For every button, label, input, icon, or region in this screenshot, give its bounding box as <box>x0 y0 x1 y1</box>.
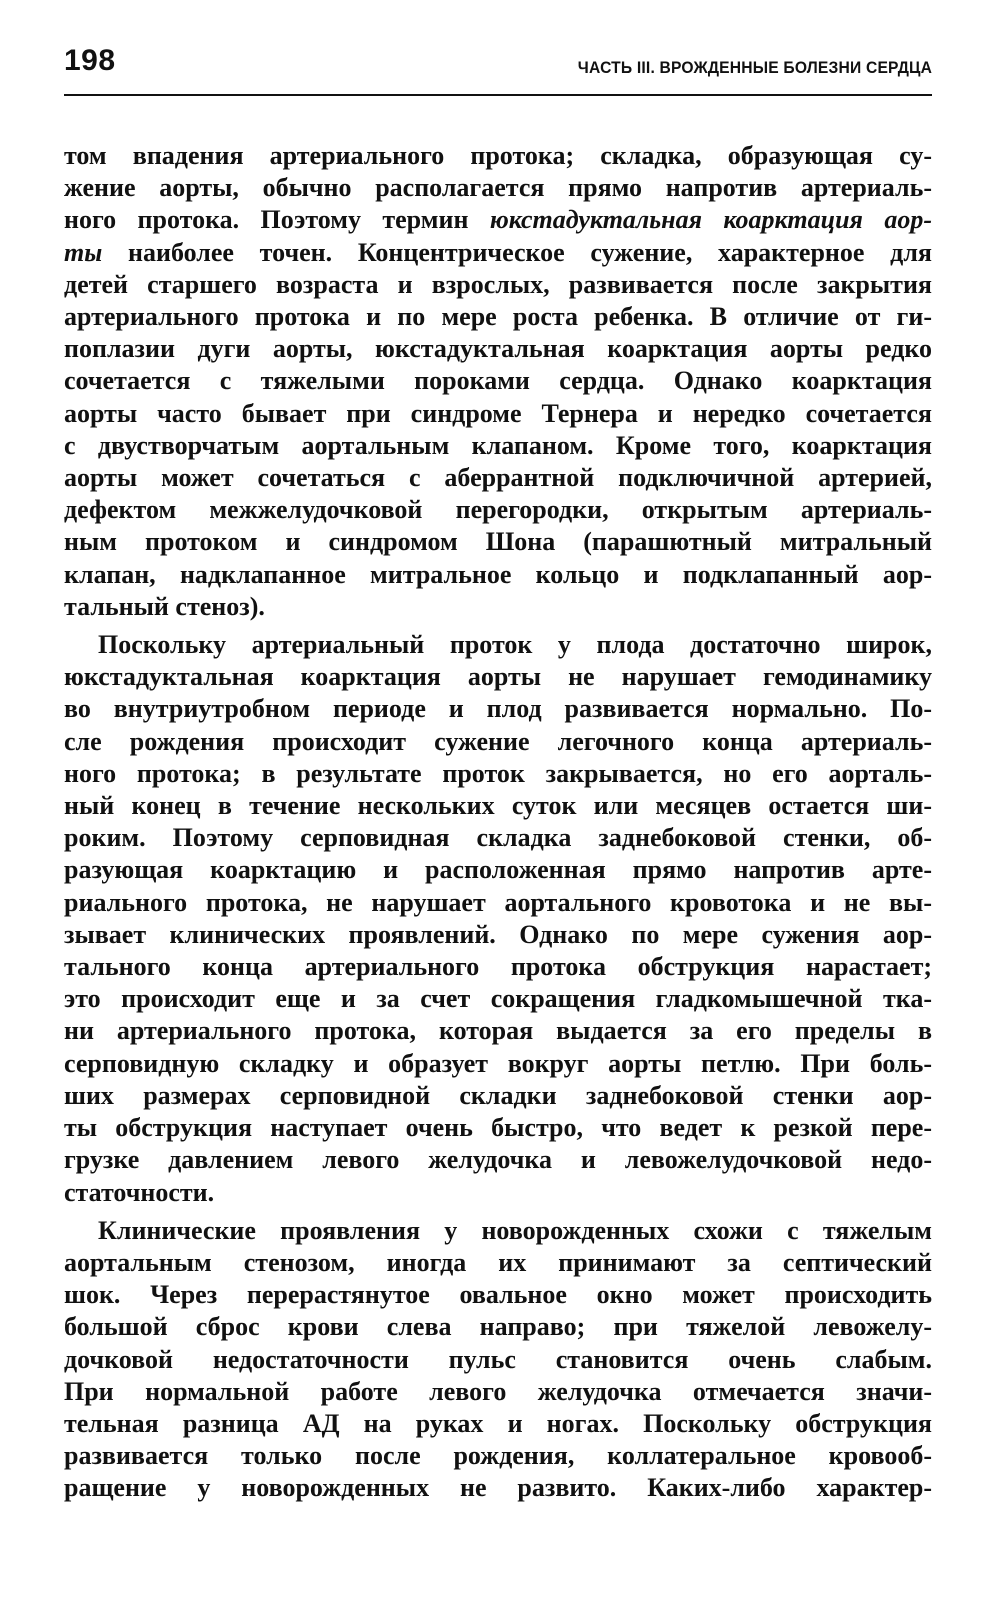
text-line: аортальным стенозом, иногда их принимают за септический <box>64 1247 932 1277</box>
text-line: ращение у новорожденных не развито. Каких-либо характер- <box>64 1473 932 1503</box>
text-fragment: ного протока. Поэтому термин <box>64 205 490 235</box>
text-line: тельная разница АД на руках и ногах. Поскольку обструкция <box>64 1408 932 1438</box>
page-number: 198 <box>64 44 116 77</box>
text-line: артериального протока и по мере роста ребенка. В отличие от ги- <box>64 302 932 332</box>
paragraph-1 <box>64 140 932 623</box>
text-line: риального протока, не нарушает аортального кровотока и не вы- <box>64 887 932 917</box>
paragraph-2 <box>64 629 932 1209</box>
text-line: аорты часто бывает при синдроме Тернера и нередко сочетается <box>64 398 932 428</box>
text-line: детей старшего возраста и взрослых, развивается после закрытия <box>64 269 932 299</box>
text-line: том впадения артериального протока; складка, образующая су- <box>64 141 932 170</box>
text-line: грузке давлением левого желудочка и левожелудочковой недо- <box>64 1145 932 1175</box>
text-line: шок. Через перерастянутое овальное окно может происходить <box>64 1280 932 1310</box>
text-line: ты обструкция наступает очень быстро, что ведет к резкой пере- <box>64 1113 932 1143</box>
text-line-with-term <box>64 204 932 236</box>
text-line: дочковой недостаточности пульс становится очень слабым. <box>64 1344 932 1374</box>
text-line-with-term <box>64 237 932 269</box>
text-line: юкстадуктальная коарктация аорты не нарушает гемодинамику <box>64 662 932 692</box>
text-line: клапан, надклапанное митральное кольцо и подклапанный аор- <box>64 559 932 589</box>
paragraph-3 <box>64 1215 932 1505</box>
text-fragment: наиболее точен. Концентрическое сужение, характерное для <box>102 237 932 267</box>
text-line: разующая коарктацию и расположенная прямо напротив арте- <box>64 855 932 885</box>
text-line: сочетается с тяжелыми пороками сердца. Однако коарктация <box>64 366 932 396</box>
text-line: При нормальной работе левого желудочка отмечается значи- <box>64 1376 932 1406</box>
text-line: зывает клинических проявлений. Однако по мере сужения аор- <box>64 919 932 949</box>
text-line: развивается только после рождения, коллатеральное кровооб- <box>64 1441 932 1471</box>
text-line: большой сброс крови слева направо; при тяжелой левожелу- <box>64 1312 932 1342</box>
text-line: жение аорты, обычно располагается прямо напротив артериаль- <box>64 173 932 203</box>
text-line: Клинические проявления у новорожденных схожи с тяжелым <box>98 1215 932 1245</box>
text-line: Поскольку артериальный проток у плода достаточно широк, <box>98 630 932 660</box>
text-line: аорты может сочетаться с аберрантной подключичной артерией, <box>64 463 932 493</box>
text-line: с двустворчатым аортальным клапаном. Кроме того, коарктация <box>64 430 932 460</box>
text-line: ного протока; в результате проток закрывается, но его аорталь- <box>64 758 932 788</box>
text-line: во внутриутробном периоде и плод развивается нормально. По- <box>64 694 932 724</box>
text-line: сле рождения происходит сужение легочного конца артериаль- <box>64 726 932 756</box>
text-line: дефектом межжелудочковой перегородки, открытым артериаль- <box>64 495 932 525</box>
italic-term: юкстадуктальная коарктация аор- <box>489 205 932 235</box>
text-line: ным протоком и синдромом Шона (парашютный митральный <box>64 527 932 557</box>
book-page <box>64 38 932 1505</box>
text-line: это происходит еще и за счет сокращения гладкомышечной тка- <box>64 984 932 1014</box>
text-line: серповидную складку и образует вокруг аорты петлю. При боль- <box>64 1048 932 1078</box>
text-line: ный конец в течение нескольких суток или месяцев остается ши- <box>64 791 932 821</box>
section-title: ЧАСТЬ III. ВРОЖДЕННЫЕ БОЛЕЗНИ СЕРДЦА <box>577 58 932 77</box>
running-header <box>64 38 932 96</box>
text-line: ни артериального протока, которая выдается за его пределы в <box>64 1016 932 1046</box>
italic-term-end: ты <box>64 237 103 267</box>
text-line: роким. Поэтому серповидная складка заднебоковой стенки, об- <box>64 823 932 853</box>
text-line: тального конца артериального протока обструкция нарастает; <box>64 952 932 982</box>
text-line: ших размерах серповидной складки заднебоковой стенки аор- <box>64 1080 932 1110</box>
body-text <box>64 140 932 1505</box>
text-line: статочности. <box>64 1177 215 1207</box>
text-line: тальный стеноз). <box>64 591 265 621</box>
text-line: поплазии дуги аорты, юкстадуктальная коарктация аорты редко <box>64 334 932 364</box>
